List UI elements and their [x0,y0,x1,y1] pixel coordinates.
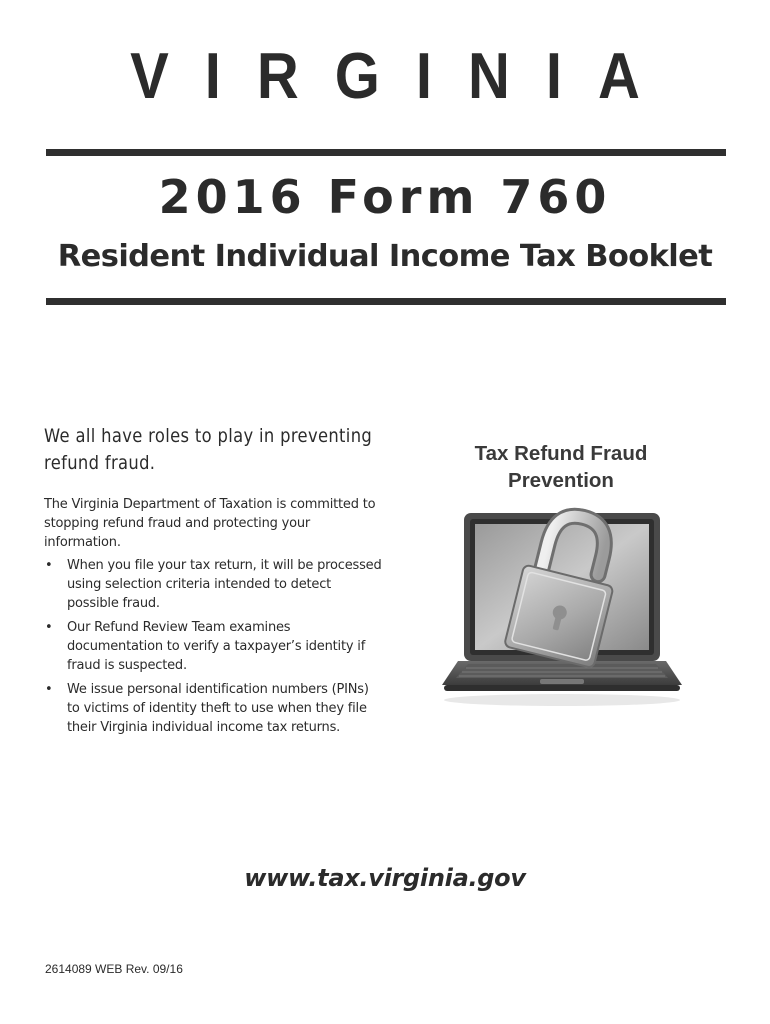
list-item-text: Our Refund Review Team examines documentation to verify a taxpayer’s identity if fraud is suspected. [67,620,366,673]
state-title: VIRGINIA [130,39,676,113]
booklet-title: Resident Individual Income Tax Booklet [57,239,713,274]
bullet-marker: • [45,558,53,573]
fraud-prevention-title-line1: Tax Refund Fraud [474,442,648,465]
bottom-divider [46,298,726,305]
list-item [44,556,384,613]
list-item-text: When you file your tax return, it will be processed using selection criteria intended to detect possible fraud. [67,558,382,611]
list-item-text: We issue personal identification numbers (PINs) to victims of identity theft to use when they file their Virginia individual income tax returns. [67,682,369,735]
fraud-roles-heading-line2: refund fraud. [44,452,156,474]
fraud-prevention-graphic-title [440,440,682,494]
laptop-padlock-illustration [440,500,684,710]
fraud-intro-paragraph: The Virginia Department of Taxation is committed to stopping refund fraud and protecting your information. [44,497,376,550]
top-divider [46,149,726,156]
website-url: www.tax.virginia.gov [244,864,526,892]
bullet-marker: • [45,620,53,635]
fraud-roles-heading-line1: We all have roles to play in preventing [44,425,373,447]
fraud-roles-heading [44,423,374,477]
form-title: 2016 Form 760 [158,170,612,224]
list-item [44,618,384,675]
bullet-marker: • [45,682,53,697]
fraud-measures-list [44,556,384,742]
list-item [44,680,384,737]
revision-code: 2614089 WEB Rev. 09/16 [45,962,183,976]
fraud-prevention-title-line2: Prevention [508,469,614,492]
